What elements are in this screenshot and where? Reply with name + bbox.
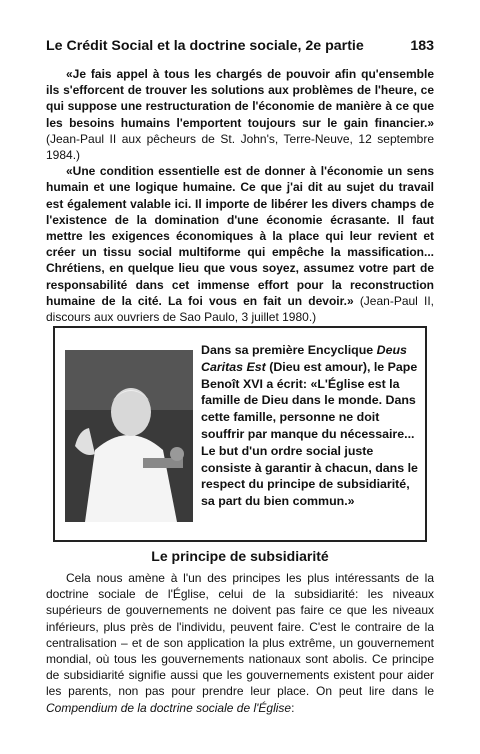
quote-paragraph-2 [46,163,434,325]
subsidiarity-paragraph [46,570,434,716]
callout-text [201,342,421,510]
running-title: Le Crédit Social et la doctrine sociale, 2e partie [46,38,364,54]
callout-box [53,326,427,542]
callout-intro: Dans sa première Encyclique [201,343,374,357]
page [46,14,434,325]
quote-1-source: (Jean-Paul II aux pêcheurs de St. John's, Terre-Neuve, 12 septembre 1984.) [46,131,434,163]
pope-photo [65,350,193,522]
quote-1: «Je fais appel à tous les chargés de pouvoir afin qu'ensemble ils s'efforcent de trouver les solutions aux problèmes de l'heure, ce qui suppose une restructuration de l'économie de manière à ce que les besoins humains l'emportent toujours sur le gain financier.» [46,67,434,130]
subsidiarity-section [46,570,434,716]
running-head [46,38,434,54]
subsidiarity-body: Cela nous amène à l'un des principes les plus intéressants de la doctrine sociale de l'Église, celui de la subsidiarité: les niveaux supérieurs de gouvernements ne doivent pas faire ce que les niveaux inférieurs, plus près de l'individu, peuvent faire. C'est le contraire de la centralisation – et de son application la plus extrême, un gouvernement mondial, où tous les gouvernements nationaux sont abolis. Ce principe de subsidiarité signifie aussi que les gouvernements existent pour aider les parents, non pas pour prendre leur place. On peut lire dans le [46,571,434,699]
paragraph-tail: : [291,700,295,715]
quote-2: «Une condition essentielle est de donner à l'économie un sens humain et une logique humaine. Ce que j'ai dit au sujet du travail est également valable ici. Il importe de libérer les divers champs de l'existence de la domination d'une économie écrasante. Il faut mettre les exigences économiques à la place qui leur revient et créer un tissu social multiforme qui empêche la massification... Chrétiens, en quelque lieu que vous soyez, assumez votre part de responsabilité dans cet immense effort pour la reconstruction humaine de la cité. La foi vous en fait un devoir.» [46,164,434,308]
quote-paragraph-1 [46,66,434,163]
callout-quote: (Dieu est amour), le Pape Benoît XVI a écrit: «L'Église est la famille de Dieu dans le monde. Dans cette famille, personne ne doit souffrir par manque du nécessaire... Le but d'un ordre social juste consiste à garantir à chacun, dans le respect du principe de subsidiarité, sa part du bien commun.» [201,359,418,509]
compendium-title: Compendium de la doctrine sociale de l'Église [46,700,292,715]
encyclical-title: Deus Caritas Est [201,343,407,374]
quote-2-source: (Jean-Paul II, discours aux ouvriers de Sao Paulo, 3 juillet 1980.) [46,293,435,325]
page-number: 183 [410,38,434,54]
section-heading: Le principe de subsidiarité [151,548,329,564]
